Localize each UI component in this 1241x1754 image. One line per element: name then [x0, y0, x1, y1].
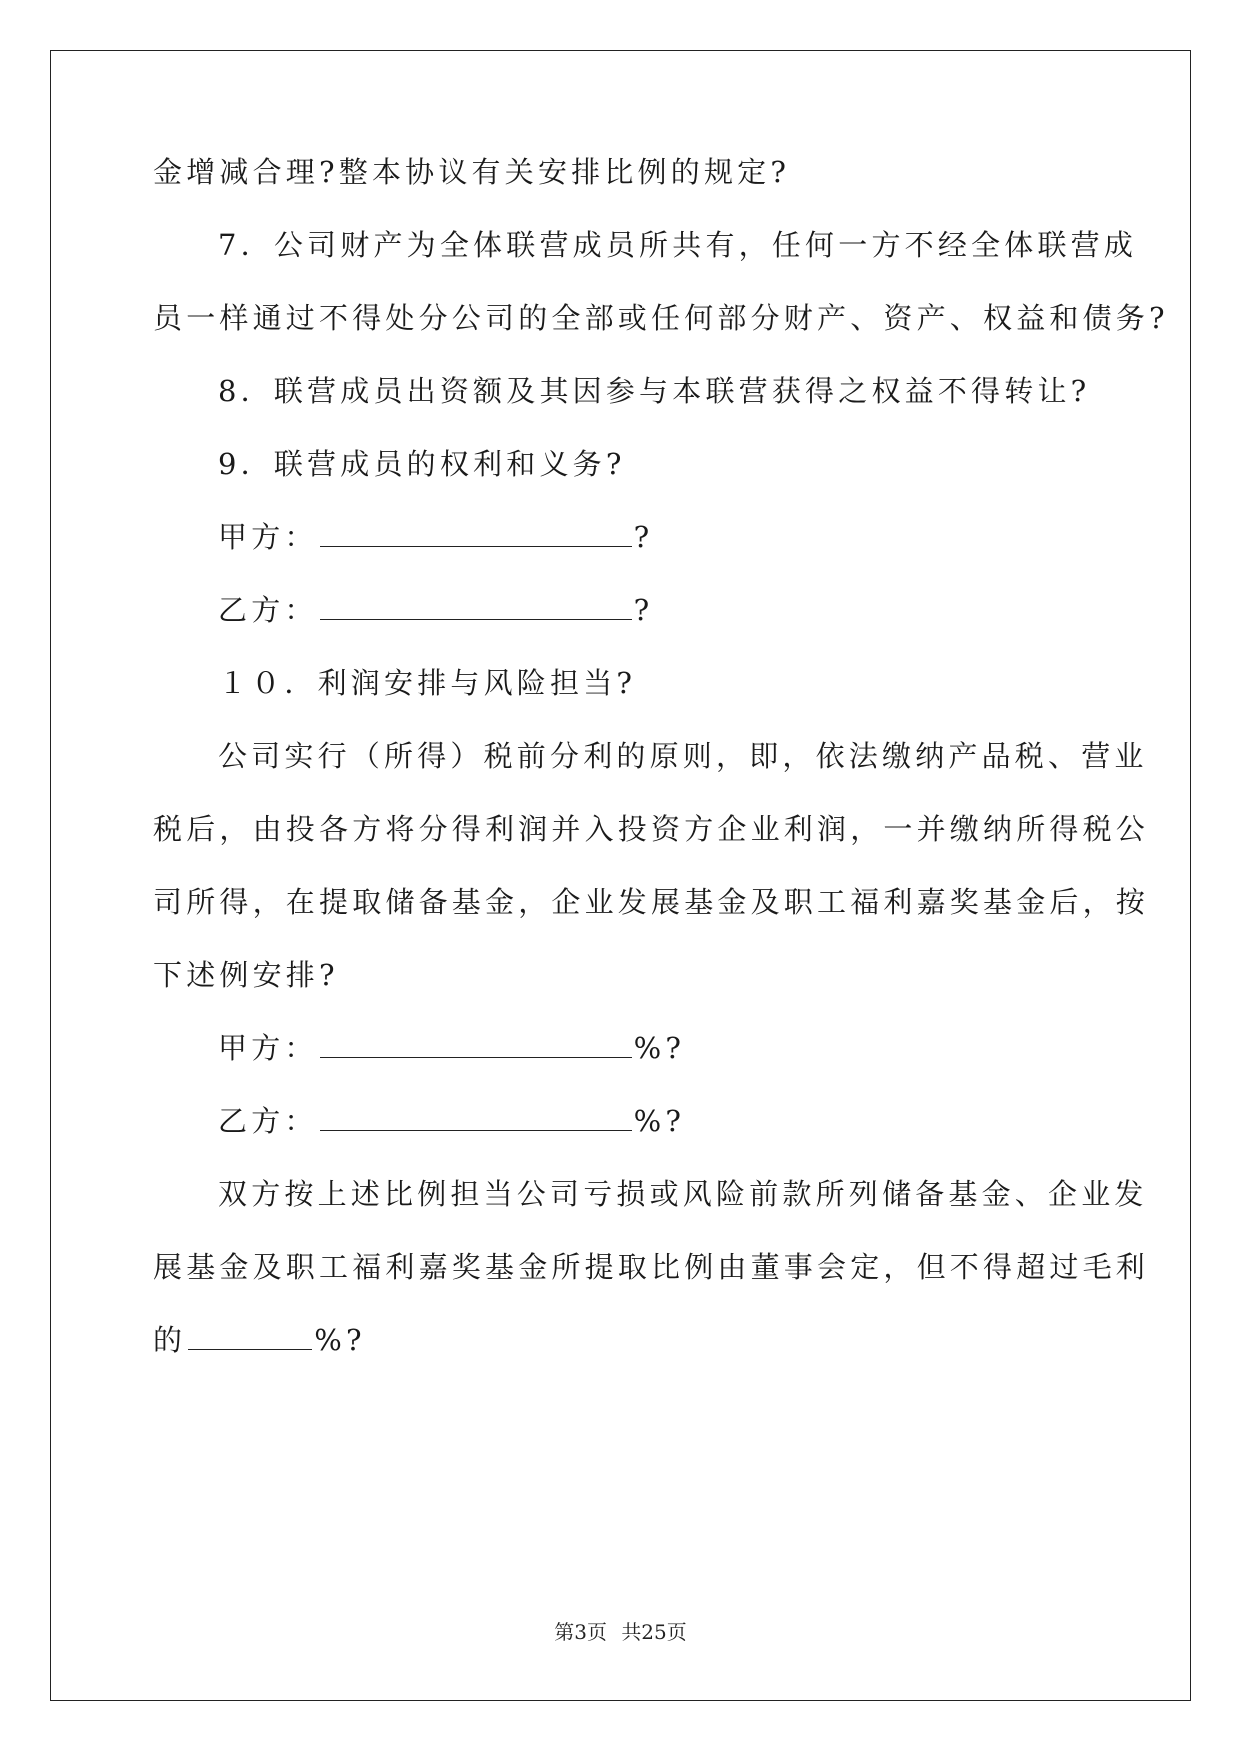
party-b-rights-blank[interactable] [320, 595, 632, 620]
loss-paragraph-line-1: 双方按上述比例担当公司亏损或风险前款所列储备基金、企业发 [218, 1177, 1148, 1211]
party-b-rights-line [218, 590, 653, 630]
party-a-label: 甲方： [218, 520, 318, 554]
line-prefix: 的 [153, 1323, 187, 1357]
loss-paragraph-line-3 [153, 1320, 366, 1360]
party-a-label: 甲方： [218, 1031, 318, 1065]
profit-paragraph-line-2: 税后，由投各方将分得利润并入投资方企业利润，一并缴纳所得税公 [153, 812, 1150, 846]
profit-paragraph-line-3: 司所得，在提取储备基金，企业发展基金及职工福利嘉奖基金后，按 [153, 885, 1150, 919]
line-suffix: ? [633, 593, 654, 627]
party-a-share-line [218, 1028, 685, 1068]
page-footer [0, 1616, 1241, 1645]
max-percent-blank[interactable] [188, 1325, 312, 1350]
loss-paragraph-line-2: 展基金及职工福利嘉奖基金所提取比例由董事会定，但不得超过毛利 [153, 1250, 1150, 1284]
percent-suffix: %? [314, 1323, 366, 1357]
party-b-label: 乙方： [218, 593, 318, 627]
percent-suffix: %? [633, 1031, 686, 1065]
party-b-share-blank[interactable] [320, 1106, 632, 1131]
clause-7-line-2: 员一样通过不得处分公司的全部或任何部分财产、资产、权益和债务? [153, 301, 1169, 335]
clause-7-line-1: 7．公司财产为全体联营成员所共有，任何一方不经全体联营成 [218, 228, 1138, 262]
page-total: 共25页 [621, 1620, 687, 1644]
page-number: 第3页 [554, 1620, 607, 1644]
percent-suffix: %? [633, 1104, 686, 1138]
party-b-share-line [218, 1101, 685, 1141]
party-b-label: 乙方： [218, 1104, 318, 1138]
clause-10: １０．利润安排与风险担当? [218, 666, 637, 700]
line-suffix: ? [633, 520, 654, 554]
profit-paragraph-line-1: 公司实行（所得）税前分利的原则，即，依法缴纳产品税、营业 [218, 739, 1148, 773]
party-a-rights-blank[interactable] [320, 522, 632, 547]
clause-8: 8．联营成员出资额及其因参与本联营获得之权益不得转让? [218, 374, 1091, 408]
profit-paragraph-line-4: 下述例安排? [153, 958, 339, 992]
party-a-share-blank[interactable] [320, 1033, 632, 1058]
paragraph-line: 金增减合理?整本协议有关安排比例的规定? [153, 155, 791, 189]
clause-9: 9．联营成员的权利和义务? [218, 447, 626, 481]
party-a-rights-line [218, 517, 653, 557]
